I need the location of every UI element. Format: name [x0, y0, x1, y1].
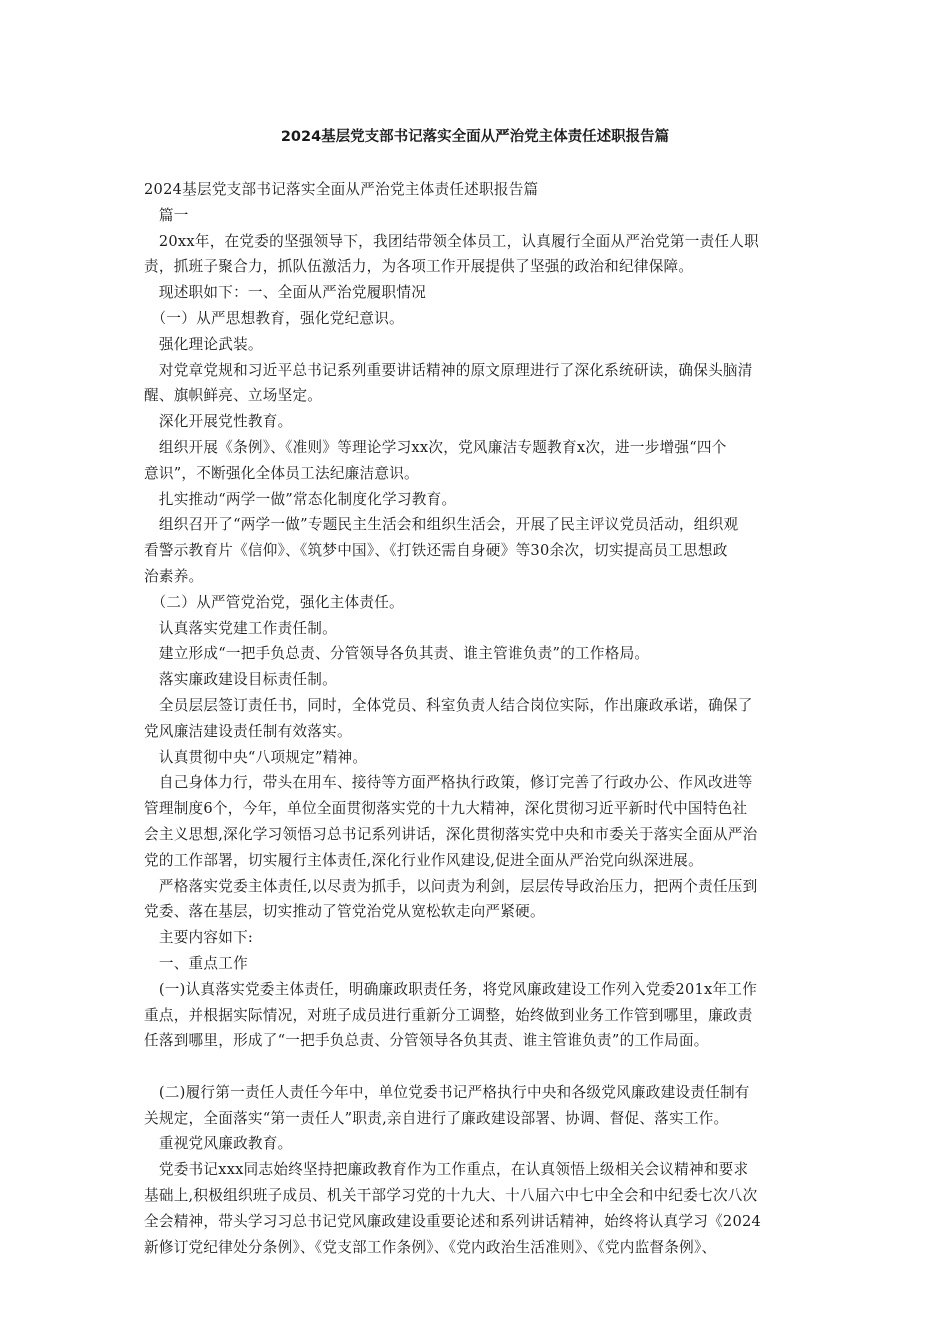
blank-line	[144, 1054, 812, 1080]
document-body	[144, 177, 812, 1260]
text-line: 主要内容如下:	[144, 929, 254, 947]
text-line: 强化理论武装。	[144, 335, 263, 353]
text-line: 认真落实党建工作责任制。	[144, 619, 337, 637]
text-line: 20xx年，在党委的坚强领导下，我团结带领全体员工，认真履行全面从严治党第一责任人职	[144, 232, 759, 250]
text-line: 新修订党纪律处分条例》、《党支部工作条例》、《党内政治生活准则》、《党内监督条例》、	[144, 1238, 717, 1256]
text-line: 对党章党规和习近平总书记系列重要讲话精神的原文原理进行了深化系统研读，确保头脑清	[144, 361, 753, 379]
text-line: 看警示教育片《信仰》、《筑梦中国》、《打铁还需自身硬》等30余次，切实提高员工思想政	[144, 542, 728, 560]
text-line: (一)认真落实党委主体责任，明确廉政职责任务，将党风廉政建设工作列入党委201x年工作	[144, 980, 758, 998]
text-line: 治素养。	[144, 567, 204, 585]
text-line: 管理制度6个，今年，单位全面贯彻落实党的十九大精神，深化贯彻习近平新时代中国特色社	[144, 800, 748, 818]
text-line: 关规定，全面落实“第一责任人”职责,亲自进行了廉政建设部署、协调、督促、落实工作。	[144, 1109, 729, 1127]
text-line: 全会精神，带头学习习总书记党风廉政建设重要论述和系列讲话精神，始终将认真学习《2024	[144, 1212, 762, 1230]
text-line: 深化开展党性教育。	[144, 413, 293, 431]
text-line: 会主义思想,深化学习领悟习总书记系列讲话，深化贯彻落实党中央和市委关于落实全面从严治	[144, 825, 758, 843]
text-line: 全员层层签订责任书，同时，全体党员、科室负责人结合岗位实际，作出廉政承诺，确保了	[144, 696, 753, 714]
text-line: 醒、旗帜鲜亮、立场坚定。	[144, 387, 323, 405]
text-line: 党委、落在基层，切实推动了管党治党从宽松软走向严紧硬。	[144, 903, 545, 921]
text-line: 一、重点工作	[144, 954, 248, 972]
text-line: 建立形成“一把手负总责、分管领导各负其责、谁主管谁负责”的工作格局。	[144, 645, 650, 663]
text-line: 党风廉洁建设责任制有效落实。	[144, 722, 352, 740]
document-title: 2024基层党支部书记落实全面从严治党主体责任述职报告篇	[280, 129, 670, 145]
text-line: 自己身体力行，带头在用车、接待等方面严格执行政策，修订完善了行政办公、作风改进等	[144, 774, 753, 792]
text-line: 扎实推动“两学一做”常态化制度化学习教育。	[144, 490, 457, 508]
text-line: 责，抓班子聚合力，抓队伍激活力，为各项工作开展提供了坚强的政治和纪律保障。	[144, 258, 694, 276]
text-line: (二)履行第一责任人责任今年中，单位党委书记严格执行中央和各级党风廉政建设责任制有	[144, 1083, 750, 1101]
text-line: 落实廉政建设目标责任制。	[144, 671, 337, 689]
text-line: 党委书记xxx同志始终坚持把廉政教育作为工作重点，在认真领悟上级相关会议精神和要求	[144, 1161, 749, 1179]
text-line: 基础上,积极组织班子成员、机关干部学习党的十九大、十八届六中七中全会和中纪委七次八次	[144, 1187, 758, 1205]
text-line: 2024基层党支部书记落实全面从严治党主体责任述职报告篇	[144, 181, 539, 198]
text-line: 重点，并根据实际情况，对班子成员进行重新分工调整，始终做到业务工作管到哪里，廉政责	[144, 1006, 753, 1024]
text-line: （二）从严管党治党，强化主体责任。	[144, 593, 404, 611]
text-line: 组织召开了“两学一做”专题民主生活会和组织生活会，开展了民主评议党员活动，组织观	[144, 516, 739, 534]
text-line: 篇一	[144, 206, 189, 224]
text-line: 党的工作部署，切实履行主体责任,深化行业作风建设,促进全面从严治党向纵深进展。	[144, 851, 703, 869]
text-line: 现述职如下：一、全面从严治党履职情况	[144, 284, 427, 302]
text-line: 认真贯彻中央“八项规定”精神。	[144, 748, 368, 766]
text-line: 重视党风廉政教育。	[144, 1135, 293, 1153]
text-line: 严格落实党委主体责任,以尽责为抓手，以问责为利剑，层层传导政治压力，把两个责任压到	[144, 877, 758, 895]
text-line: 意识”，不断强化全体员工法纪廉洁意识。	[144, 464, 419, 482]
text-line: （一）从严思想教育，强化党纪意识。	[144, 309, 404, 327]
text-line: 任落到哪里，形成了“一把手负总责、分管领导各负其责、谁主管谁负责”的工作局面。	[144, 1032, 709, 1050]
text-line: 组织开展《条例》、《准则》等理论学习xx次，党风廉洁专题教育x次，进一步增强“四个	[144, 438, 727, 456]
